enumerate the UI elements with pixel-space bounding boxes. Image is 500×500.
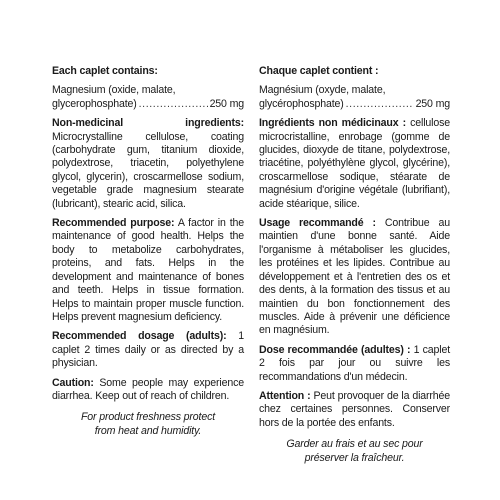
english-non-medicinal-ingredients bbox=[52, 117, 244, 211]
french-medicinal-amount: 250 mg bbox=[415, 97, 450, 110]
english-caution-text: Some people may experience diarrhea. Keep out of reach of children. bbox=[52, 376, 244, 402]
french-medicinal-dose-line bbox=[259, 98, 450, 111]
english-medicinal-line1: Magnesium (oxide, malate, bbox=[52, 84, 176, 97]
french-purpose-text: Contribue au maintien d'une bonne santé. Aide l'organisme à métaboliser les glucides, les protéines et les lipides. Contribue au développement et à l'entretien des os et des dents, à la formation des tissus et au maintien du bon fonctionnement des muscles. Aide à prévenir une déficience en magnésium. bbox=[259, 217, 450, 337]
dot-leader bbox=[139, 98, 208, 111]
english-caution-label: Caution: bbox=[52, 376, 94, 389]
french-caution bbox=[259, 390, 450, 430]
french-column bbox=[259, 65, 450, 465]
french-heading: Chaque caplet contient : bbox=[259, 65, 379, 77]
english-purpose-label: Recommended purpose: bbox=[52, 217, 175, 230]
french-medicinal-name: glycérophosphate) bbox=[259, 97, 344, 110]
english-dosage-text: 1 caplet 2 times daily or as directed by a physician. bbox=[52, 330, 244, 370]
french-purpose-label: Usage recommandé : bbox=[259, 217, 376, 230]
english-storage-note: For product freshness protect from heat and humidity. bbox=[80, 411, 216, 437]
french-dosage-label: Dose recommandée (adultes) : bbox=[259, 343, 411, 356]
french-caution-text: Peut provoquer de la diarrhée chez certaines personnes. Conserver hors de la portée des enfants. bbox=[259, 389, 450, 429]
english-dosage-label: Recommended dosage (adults): bbox=[52, 330, 227, 343]
english-caution bbox=[52, 377, 244, 404]
english-recommended-dosage bbox=[52, 330, 244, 370]
french-non-medicinal-ingredients bbox=[259, 117, 450, 211]
french-non-medicinal-label: Ingrédients non médicinaux : bbox=[259, 117, 406, 130]
french-dosage-text: 1 caplet 2 fois par jour ou suivre les recommandations d'un médecin. bbox=[259, 343, 450, 383]
english-purpose-text: A factor in the maintenance of good health. Helps the body to metabolize carbohydrates, proteins, and fats. Helps in the development and maintenance of bones and teeth. Helps in tissue formation. Helps to maintain proper muscle function. Helps prevent magnesium deficiency. bbox=[52, 217, 244, 323]
french-recommended-dosage bbox=[259, 344, 450, 384]
dot-leader bbox=[346, 98, 414, 111]
english-column bbox=[52, 65, 244, 438]
french-medicinal-ingredients bbox=[259, 84, 450, 111]
english-medicinal-amount: 250 mg bbox=[209, 97, 244, 110]
french-storage-note: Garder au frais et au sec pour préserver la fraîcheur. bbox=[286, 438, 423, 464]
english-non-medicinal-label: Non-medicinal ingredients: bbox=[52, 117, 244, 130]
english-recommended-purpose bbox=[52, 217, 244, 324]
english-medicinal-name: glycerophosphate) bbox=[52, 97, 137, 110]
french-caution-label: Attention : bbox=[259, 389, 311, 402]
english-medicinal-ingredients bbox=[52, 84, 244, 111]
english-heading: Each caplet contains: bbox=[52, 65, 158, 77]
french-non-medicinal-text: cellulose microcristalline, enrobage (gomme de glucides, dioxyde de titane, polydextrose, triacétine, polyéthylène glycol, glycérine), croscarmellose sodique, stéarate de magnésium d'origine végétale (lubrifiant), acide stéarique, silice. bbox=[259, 117, 450, 210]
english-medicinal-dose-line bbox=[52, 98, 244, 111]
english-non-medicinal-text: Microcrystalline cellulose, coating (carbohydrate gum, titanium dioxide, polydextrose, triacetin, polyethylene glycol, glycerin), croscarmellose sodium, vegetable grade magnesium stearate (lubricant), stearic acid, silica. bbox=[52, 130, 244, 210]
french-medicinal-line1: Magnésium (oxyde, malate, bbox=[259, 84, 386, 97]
french-recommended-purpose bbox=[259, 217, 450, 338]
